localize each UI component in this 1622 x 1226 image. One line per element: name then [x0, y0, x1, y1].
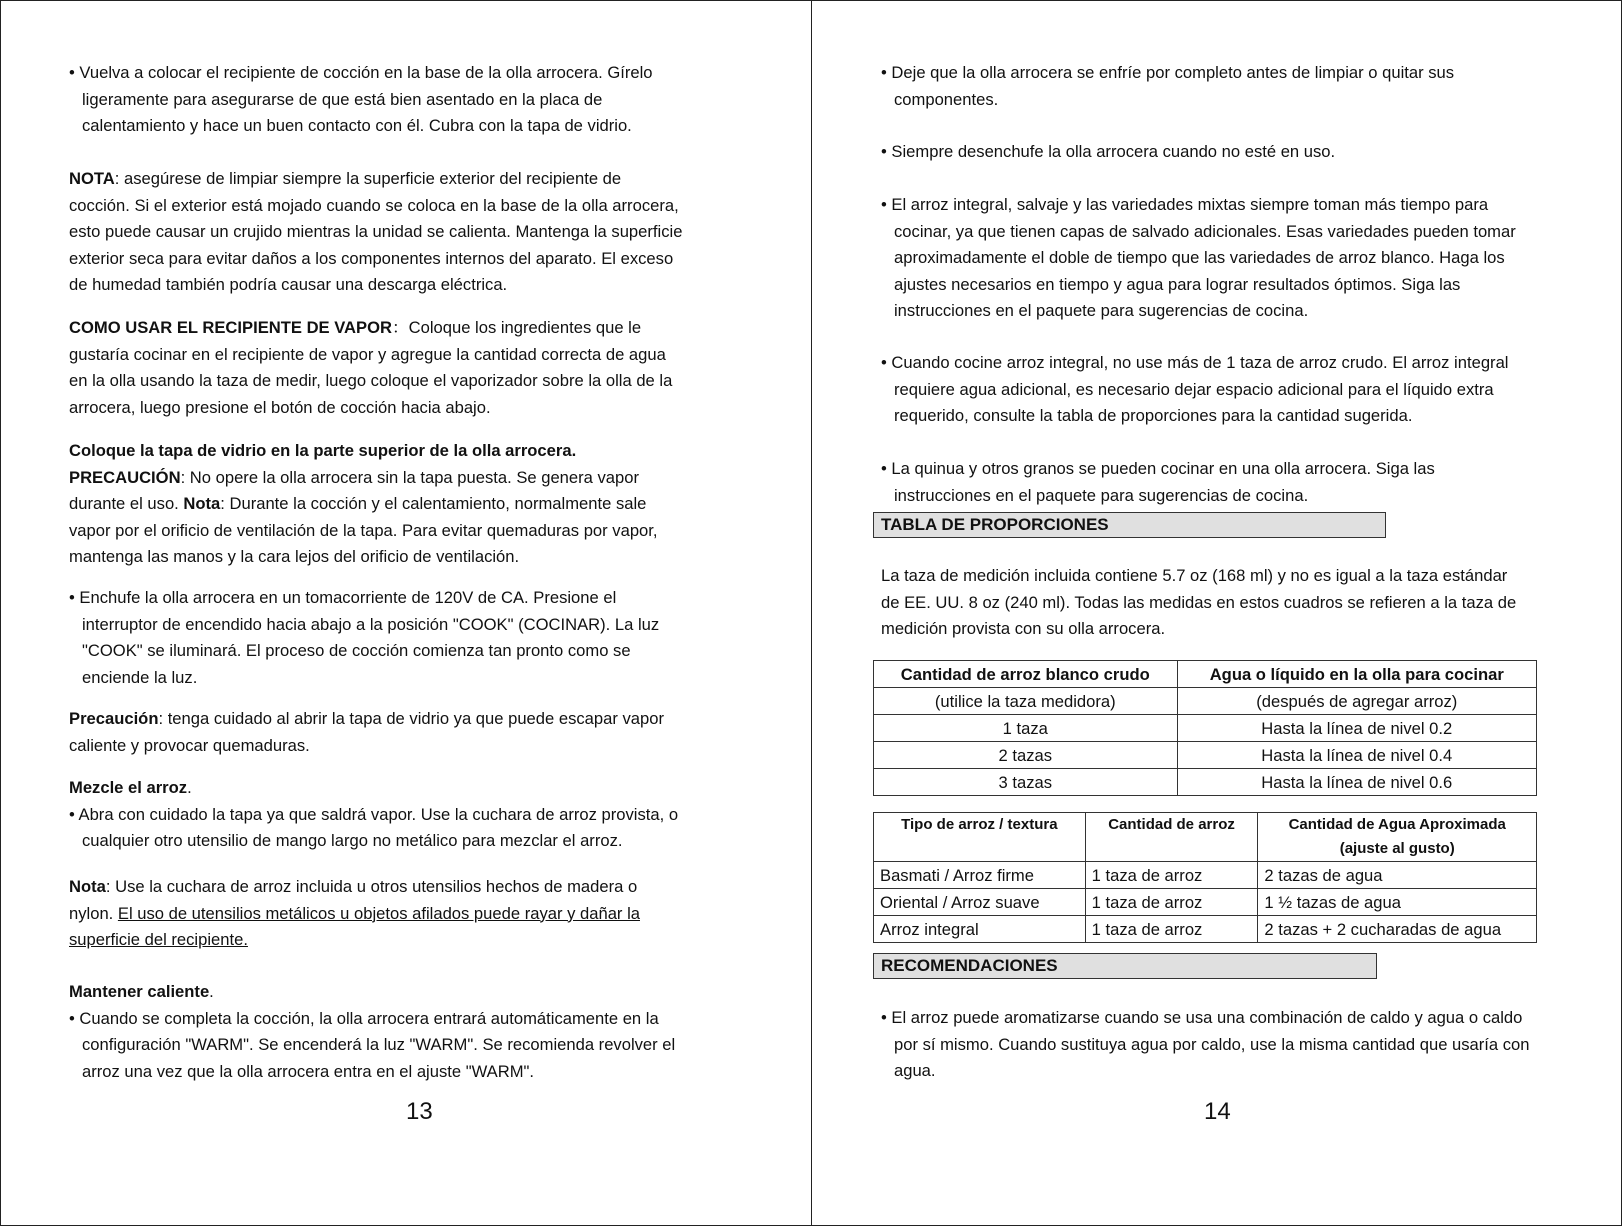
bullet-brown-rice-time	[881, 192, 1601, 325]
bullet-replace-pot	[69, 60, 789, 140]
underlined-warning: El uso de utensilios metálicos u objetos afilados puede rayar y dañar la	[117, 903, 640, 923]
text-line: medición provista con su olla arrocera.	[881, 619, 1166, 638]
table-subheader-row	[874, 688, 1537, 715]
table-row	[874, 715, 1537, 742]
measuring-cup-note	[881, 563, 1601, 643]
table-header-cell: Tipo de arroz / textura	[874, 813, 1086, 838]
text-line: • El arroz integral, salvaje y las variedades mixtas siempre toman más tiempo para	[881, 195, 1489, 214]
text-line	[69, 465, 789, 492]
bullet-unplug	[881, 139, 1601, 166]
table-cell: 2 tazas	[874, 742, 1178, 769]
text-line: gustaría cocinar en el recipiente de vapor y agregue la cantidad correcta de agua	[69, 344, 666, 364]
note-clean-exterior	[69, 166, 789, 299]
table-header-cell: Cantidad de arroz	[1085, 813, 1258, 838]
text-span: : No opere la olla arrocera sin la tapa puesta. Se genera vapor	[180, 467, 640, 487]
table-cell: Hasta la línea de nivel 0.4	[1177, 742, 1536, 769]
table-header-row	[874, 837, 1537, 862]
page-13	[1, 1, 812, 1225]
table-cell: Basmati / Arroz firme	[874, 862, 1086, 889]
warm-heading: Mantener caliente	[69, 982, 210, 1001]
text-line	[69, 706, 789, 733]
text-span: : Use la cuchara de arroz incluida u otros utensilios hechos de madera o	[105, 877, 638, 896]
table-cell: Oriental / Arroz suave	[874, 889, 1086, 916]
table-header-cell: (ajuste al gusto)	[1258, 837, 1537, 862]
text-span: : Durante la cocción y el calentamiento, normalmente sale	[220, 494, 647, 513]
text-line	[69, 166, 789, 193]
bullet-plug-in	[69, 585, 789, 691]
text-line: cocinar, ya que tienen capas de salvado adicionales. Esas variedades pueden tomar	[894, 221, 1516, 241]
text-line	[69, 775, 789, 802]
table-header-cell: Cantidad de Agua Aproximada	[1258, 813, 1537, 838]
text-line: ligeramente para asegurarse de que está bien asentado en la placa de	[82, 89, 603, 109]
text-line	[69, 315, 789, 342]
table-subheader-cell: (después de agregar arroz)	[1177, 688, 1536, 715]
text-line	[69, 901, 789, 928]
table-cell: 2 tazas de agua	[1258, 862, 1537, 889]
page-number: 13	[406, 1098, 433, 1125]
text-span: .	[209, 982, 214, 1001]
text-line: • Vuelva a colocar el recipiente de cocción en la base de la olla arrocera. Gírelo	[69, 63, 653, 82]
text-line: • Cuando se completa la cocción, la olla arrocera entrará automáticamente en la	[69, 1008, 659, 1028]
text-line: de humedad también podría causar una descarga eléctrica.	[69, 275, 508, 294]
text-line: vapor por el orificio de ventilación de la tapa. Para evitar quemaduras por vapor,	[69, 520, 658, 540]
table-subheader-cell: (utilice la taza medidora)	[874, 688, 1178, 715]
text-line: calentamiento y hace un buen contacto con él. Cubra con la tapa de vidrio.	[82, 116, 632, 135]
caution-steam	[69, 706, 789, 759]
note-utensils	[69, 874, 789, 954]
bullet-broth	[881, 1005, 1601, 1085]
table-row	[874, 742, 1537, 769]
text-span: ：Coloque los ingredientes que le	[392, 318, 642, 337]
table-header-cell: Agua o líquido en la olla para cocinar	[1177, 661, 1536, 688]
text-line: configuración "WARM". Se encenderá la luz "WARM". Se recomienda revolver el	[82, 1035, 676, 1054]
text-line: La taza de medición incluida contiene 5.7 oz (168 ml) y no es igual a la taza estándar	[881, 566, 1508, 585]
text-line: cualquier otro utensilio de mango largo no metálico para mezclar el arroz.	[82, 831, 623, 850]
table-cell: 3 tazas	[874, 769, 1178, 796]
text-line	[69, 979, 789, 1006]
text-line: arrocera, luego presione el botón de cocción hacia abajo.	[69, 397, 491, 417]
text-line: • Siempre desenchufe la olla arrocera cuando no esté en uso.	[881, 142, 1336, 161]
table-header-cell	[874, 837, 1086, 862]
text-line: cocción. Si el exterior está mojado cuando se coloca en la base de la olla arrocera,	[69, 195, 679, 215]
text-line: exterior seca para evitar daños a los componentes internos del aparato. El exceso	[69, 248, 674, 268]
mix-rice	[69, 775, 789, 855]
table-cell: 1 taza	[874, 715, 1178, 742]
text-line: arroz una vez que la olla arrocera entra en el ajuste "WARM".	[82, 1061, 535, 1081]
lid-heading: Coloque la tapa de vidrio en la parte superior de la olla arrocera.	[69, 441, 577, 460]
note-label: Nota	[183, 494, 221, 513]
table-cell: 1 taza de arroz	[1085, 862, 1258, 889]
text-line: • El arroz puede aromatizarse cuando se usa una combinación de caldo y agua o caldo	[881, 1008, 1523, 1027]
text-line: "COOK" se iluminará. El proceso de cocción comienza tan pronto como se	[82, 641, 631, 660]
text-line: instrucciones en el paquete para sugerencias de cocina.	[894, 301, 1309, 320]
text-line: aproximadamente el doble de tiempo que las variedades de arroz blanco. Haga los	[894, 248, 1505, 267]
table-cell: 1 ½ tazas de agua	[1258, 889, 1537, 916]
text-line: • Cuando cocine arroz integral, no use más de 1 taza de arroz crudo. El arroz integral	[881, 353, 1509, 372]
text-line	[69, 874, 789, 901]
table-header-cell: Cantidad de arroz blanco crudo	[874, 661, 1178, 688]
text-span: : asegúrese de limpiar siempre la superficie exterior del recipiente de	[114, 169, 622, 188]
text-line: requerido, consulte la tabla de proporciones para la cantidad sugerida.	[894, 406, 1413, 425]
text-line: agua.	[894, 1061, 936, 1080]
note-label: NOTA	[69, 169, 115, 188]
text-line: • Enchufe la olla arrocera en un tomacorriente de 120V de CA. Presione el	[69, 588, 617, 607]
white-rice-proportions-table	[873, 660, 1537, 796]
table-row	[874, 916, 1537, 943]
table-header-cell	[1085, 837, 1258, 862]
text-line: mantenga las manos y la cara lejos del orificio de ventilación.	[69, 547, 520, 566]
text-span: nylon.	[69, 903, 118, 923]
table-cell: Arroz integral	[874, 916, 1086, 943]
text-line	[69, 927, 789, 954]
text-line: caliente y provocar quemaduras.	[69, 735, 310, 755]
steamer-label: COMO USAR EL RECIPIENTE DE VAPOR	[69, 318, 393, 337]
text-span: durante el uso.	[69, 494, 184, 513]
page-number: 14	[1204, 1098, 1231, 1125]
text-line: ajustes necesarios en tiempo y agua para lograr resultados óptimos. Siga las	[894, 274, 1461, 294]
text-line	[69, 491, 789, 518]
bullet-brown-rice-amount	[881, 350, 1601, 430]
glass-lid-caution	[69, 438, 789, 571]
section-heading-recommendations: RECOMENDACIONES	[873, 953, 1377, 979]
table-header-row	[874, 813, 1537, 838]
mix-heading: Mezcle el arroz	[69, 778, 188, 797]
text-line: • La quinua y otros granos se pueden cocinar en una olla arrocera. Siga las	[881, 459, 1435, 478]
text-span: : tenga cuidado al abrir la tapa de vidrio ya que puede escapar vapor	[158, 709, 664, 728]
table-cell: Hasta la línea de nivel 0.6	[1177, 769, 1536, 796]
text-line: • Deje que la olla arrocera se enfríe por completo antes de limpiar o quitar sus	[881, 63, 1455, 82]
bullet-cool-down	[881, 60, 1601, 113]
text-line: de EE. UU. 8 oz (240 ml). Todas las medidas en estos cuadros se refieren a la taza de	[881, 592, 1517, 612]
page-14	[812, 1, 1621, 1225]
table-cell: 1 taza de arroz	[1085, 916, 1258, 943]
rice-type-table	[873, 812, 1537, 943]
underlined-warning: superficie del recipiente.	[69, 930, 248, 949]
table-row	[874, 769, 1537, 796]
steamer-instructions	[69, 315, 789, 421]
text-line: enciende la luz.	[82, 667, 198, 687]
table-row	[874, 889, 1537, 916]
text-line: instrucciones en el paquete para sugerencias de cocina.	[894, 485, 1309, 505]
table-header-row	[874, 661, 1537, 688]
text-line: • Abra con cuidado la tapa ya que saldrá vapor. Use la cuchara de arroz provista, o	[69, 804, 679, 824]
text-span: .	[187, 778, 192, 797]
text-line: interruptor de encendido hacia abajo a la posición "COOK" (COCINAR). La luz	[82, 614, 660, 634]
section-heading-proportions: TABLA DE PROPORCIONES	[873, 512, 1386, 538]
table-cell: Hasta la línea de nivel 0.2	[1177, 715, 1536, 742]
text-line: requiere agua adicional, es necesario dejar espacio adicional para el líquido extra	[894, 379, 1494, 399]
note-label: Nota	[69, 877, 106, 896]
keep-warm	[69, 979, 789, 1085]
text-line: esto puede causar un crujido mientras la unidad se calienta. Mantenga la superficie	[69, 222, 683, 241]
table-row	[874, 862, 1537, 889]
text-line	[69, 438, 789, 465]
caution-label: Precaución	[69, 709, 159, 728]
text-line: en la olla usando la taza de medir, luego coloque el vaporizador sobre la olla de la	[69, 371, 673, 390]
text-line: por sí mismo. Cuando sustituya agua por caldo, use la misma cantidad que usaría con	[894, 1034, 1530, 1054]
table-cell: 2 tazas + 2 cucharadas de agua	[1258, 916, 1537, 943]
caution-label: PRECAUCIÓN	[69, 467, 181, 487]
bullet-quinoa	[881, 456, 1601, 509]
table-cell: 1 taza de arroz	[1085, 889, 1258, 916]
text-line: componentes.	[894, 89, 999, 109]
